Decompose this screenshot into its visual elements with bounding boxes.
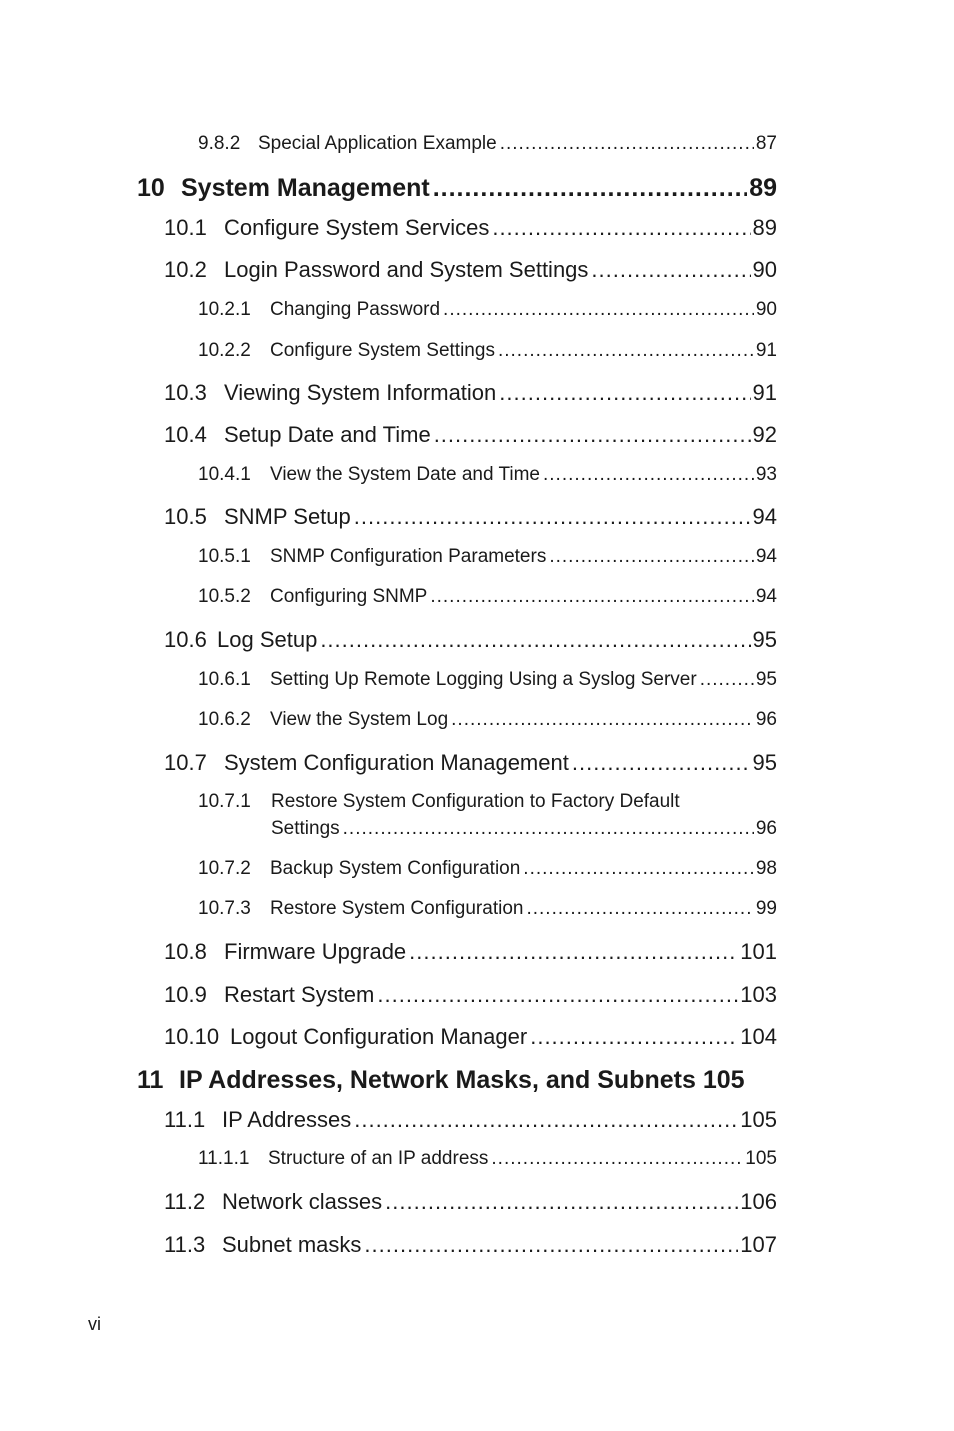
dot-leader — [549, 546, 754, 568]
toc-page: 107 — [740, 1232, 777, 1257]
toc-title: IP Addresses, Network Masks, and Subnets — [179, 1066, 696, 1094]
toc-entry-10-10[interactable] — [164, 1024, 777, 1050]
toc-title: Restore System Configuration — [270, 898, 524, 919]
dot-leader — [572, 750, 751, 776]
toc-entry-10-4-1[interactable] — [198, 464, 777, 486]
toc-number: 10.6.2 — [198, 709, 251, 730]
toc-entry-10-2[interactable] — [164, 257, 777, 283]
dot-leader — [377, 982, 738, 1008]
toc-page: 95 — [755, 669, 777, 690]
dot-leader — [451, 709, 754, 731]
dot-leader — [433, 174, 747, 203]
toc-page: 106 — [740, 1189, 777, 1214]
toc-title: System Management — [181, 174, 430, 202]
toc-number: 10.7 — [164, 750, 207, 775]
dot-leader — [443, 299, 754, 321]
dot-leader — [434, 422, 751, 448]
toc-number: 10.7.3 — [198, 898, 251, 919]
toc-title: Firmware Upgrade — [224, 939, 407, 964]
dot-leader — [343, 818, 754, 840]
dot-leader — [523, 858, 754, 880]
dot-leader — [430, 586, 754, 608]
toc-entry-10-6[interactable] — [164, 627, 777, 653]
toc-title: Configure System Services — [224, 215, 490, 240]
toc-entry-10-9[interactable] — [164, 982, 777, 1008]
toc-page: 94 — [752, 504, 777, 529]
toc-number: 10.6 — [164, 627, 207, 652]
toc-title: Viewing System Information — [224, 380, 497, 405]
dot-leader — [543, 464, 754, 486]
toc-entry-10-6-2[interactable] — [198, 709, 777, 731]
toc-number: 10.8 — [164, 939, 207, 964]
toc-page: 90 — [755, 299, 777, 320]
dot-leader — [500, 133, 754, 155]
toc-entry-10-8[interactable] — [164, 939, 777, 965]
toc-title: SNMP Setup — [224, 504, 351, 529]
toc-number: 10.5 — [164, 504, 207, 529]
toc-title: System Configuration Management — [224, 750, 569, 775]
toc-entry-10-4[interactable] — [164, 422, 777, 448]
toc-title-continuation: Settings — [271, 818, 340, 839]
toc-number: 10.5.1 — [198, 546, 251, 567]
toc-chapter-11[interactable] — [137, 1066, 777, 1095]
toc-title: Login Password and System Settings — [224, 257, 589, 282]
dot-leader — [385, 1189, 738, 1215]
toc-number: 11.1.1 — [198, 1148, 250, 1169]
toc-page: 93 — [755, 464, 777, 485]
dot-leader — [491, 1148, 743, 1170]
toc-entry-10-7[interactable] — [164, 750, 777, 776]
toc-entry-10-7-1-line1[interactable] — [198, 791, 680, 813]
toc-number: 10.7.2 — [198, 858, 251, 879]
toc-page: 89 — [752, 215, 777, 240]
toc-page: 103 — [740, 982, 777, 1007]
toc-entry-10-3[interactable] — [164, 380, 777, 406]
dot-leader — [591, 257, 750, 283]
toc-title: Restore System Configuration to Factory Default — [271, 791, 680, 812]
dot-leader — [498, 340, 754, 362]
toc-number: 10.2.1 — [198, 299, 251, 320]
toc-title: Log Setup — [217, 627, 318, 652]
toc-number: 11.2 — [164, 1189, 206, 1214]
toc-entry-10-2-2[interactable] — [198, 340, 777, 362]
toc-page: 95 — [752, 750, 777, 775]
toc-title: Subnet masks — [222, 1232, 362, 1257]
toc-page: 98 — [755, 858, 777, 879]
toc-entry-10-7-2[interactable] — [198, 858, 777, 880]
toc-entry-11-3[interactable] — [164, 1232, 777, 1258]
dot-leader — [700, 669, 754, 691]
toc-number: 10.3 — [164, 380, 207, 405]
toc-number: 10.2.2 — [198, 340, 251, 361]
toc-page: 89 — [749, 174, 777, 202]
toc-page: 95 — [752, 627, 777, 652]
dot-leader — [320, 627, 750, 653]
toc-page: 105 — [740, 1107, 777, 1132]
dot-leader — [499, 380, 750, 406]
toc-title: Setup Date and Time — [224, 422, 431, 447]
toc-entry-10-5[interactable] — [164, 504, 777, 530]
toc-entry-10-5-1[interactable] — [198, 546, 777, 568]
toc-number: 10.4 — [164, 422, 207, 447]
toc-title: Logout Configuration Manager — [230, 1024, 528, 1049]
toc-number: 11.3 — [164, 1232, 206, 1257]
toc-page: 96 — [755, 709, 777, 730]
toc-entry-10-6-1[interactable] — [198, 669, 777, 691]
toc-entry-10-2-1[interactable] — [198, 299, 777, 321]
toc-title: Restart System — [224, 982, 375, 1007]
toc-number: 11.1 — [164, 1107, 206, 1132]
toc-entry-11-2[interactable] — [164, 1189, 777, 1215]
toc-page: 105 — [702, 1066, 745, 1094]
toc-page: 90 — [752, 257, 777, 282]
toc-number: 11 — [137, 1066, 164, 1094]
dot-leader — [354, 504, 751, 530]
toc-entry-11-1[interactable] — [164, 1107, 777, 1133]
toc-entry-10-5-2[interactable] — [198, 586, 777, 608]
toc-title: View the System Log — [270, 709, 449, 730]
toc-page: 94 — [755, 546, 777, 567]
toc-title: View the System Date and Time — [270, 464, 540, 485]
dot-leader — [364, 1232, 738, 1258]
toc-page: 91 — [755, 340, 777, 361]
toc-page: 104 — [740, 1024, 777, 1049]
toc-entry-9-8-2[interactable] — [198, 133, 777, 155]
toc-number: 10.7.1 — [198, 791, 251, 812]
toc-page: 99 — [755, 898, 777, 919]
toc-title: Structure of an IP address — [268, 1148, 489, 1169]
toc-number: 10.9 — [164, 982, 207, 1007]
toc-title: Network classes — [222, 1189, 383, 1214]
toc-entry-10-1[interactable] — [164, 215, 777, 241]
toc-page: 94 — [755, 586, 777, 607]
toc-page: 91 — [752, 380, 777, 405]
toc-title: Setting Up Remote Logging Using a Syslog Server — [270, 669, 697, 690]
toc-number: 10.10 — [164, 1024, 220, 1049]
toc-title: IP Addresses — [222, 1107, 352, 1132]
toc-chapter-10[interactable] — [137, 174, 777, 203]
toc-number: 10.5.2 — [198, 586, 251, 607]
toc-number: 10.2 — [164, 257, 207, 282]
toc-title: Special Application Example — [258, 133, 497, 154]
page-number: vi — [88, 1314, 101, 1334]
dot-leader — [409, 939, 738, 965]
toc-page: 87 — [755, 133, 777, 154]
toc-title: Configure System Settings — [270, 340, 495, 361]
dot-leader — [492, 215, 750, 241]
toc-entry-11-1-1[interactable] — [198, 1148, 777, 1170]
toc-number: 10.1 — [164, 215, 207, 240]
dot-leader — [526, 898, 753, 920]
dot-leader — [354, 1107, 738, 1133]
toc-title: Backup System Configuration — [270, 858, 521, 879]
toc-page: 96 — [755, 818, 777, 839]
toc-entry-10-7-1-line2[interactable] — [271, 818, 777, 840]
toc-page: 101 — [740, 939, 777, 964]
toc-number: 10.6.1 — [198, 669, 251, 690]
toc-number: 10.4.1 — [198, 464, 251, 485]
toc-number: 9.8.2 — [198, 133, 241, 154]
toc-title: SNMP Configuration Parameters — [270, 546, 547, 567]
toc-page: 92 — [752, 422, 777, 447]
toc-title: Changing Password — [270, 299, 441, 320]
dot-leader — [530, 1024, 738, 1050]
toc-title: Configuring SNMP — [270, 586, 428, 607]
toc-entry-10-7-3[interactable] — [198, 898, 777, 920]
toc-number: 10 — [137, 174, 165, 202]
toc-page: 105 — [745, 1148, 777, 1169]
